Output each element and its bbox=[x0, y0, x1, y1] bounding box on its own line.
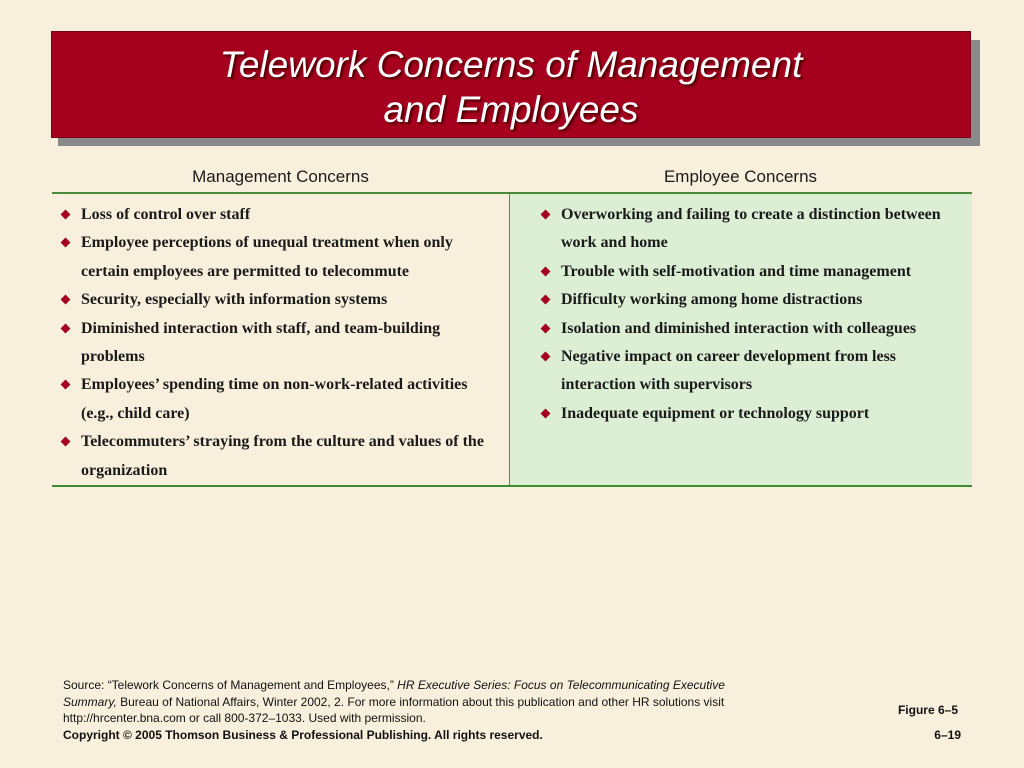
diamond-bullet-icon bbox=[61, 295, 71, 305]
list-item bbox=[60, 371, 500, 428]
diamond-bullet-icon bbox=[61, 437, 71, 447]
diamond-bullet-icon bbox=[61, 323, 71, 333]
list-item bbox=[60, 229, 500, 286]
diamond-bullet-icon bbox=[61, 238, 71, 248]
diamond-bullet-icon bbox=[541, 323, 551, 333]
diamond-bullet-icon bbox=[541, 408, 551, 418]
list-item-text: Employees’ spending time on non-work-related activities (e.g., child care) bbox=[81, 376, 468, 422]
list-item bbox=[60, 201, 500, 229]
diamond-bullet-icon bbox=[541, 266, 551, 276]
list-item-text: Negative impact on career development from less interaction with supervisors bbox=[561, 348, 897, 394]
list-item bbox=[540, 201, 968, 258]
list-item bbox=[540, 258, 968, 286]
diamond-bullet-icon bbox=[61, 210, 71, 220]
list-item bbox=[540, 400, 968, 428]
list-item-text: Difficulty working among home distractions bbox=[561, 291, 863, 309]
slide-title bbox=[52, 42, 970, 132]
source-suffix: Bureau of National Affairs, Winter 2002, 2. For more information about this publication and other HR solutions visit http://hrcenter.bna.com or call 800-372–1033. Used with permission. bbox=[63, 694, 725, 725]
title-banner bbox=[51, 31, 971, 138]
management-concerns-list bbox=[60, 201, 500, 485]
list-item-text: Overworking and failing to create a distinction between work and home bbox=[561, 206, 941, 252]
management-concerns-column bbox=[52, 194, 509, 485]
list-item-text: Inadequate equipment or technology support bbox=[561, 404, 870, 422]
list-item-text: Security, especially with information systems bbox=[81, 291, 388, 309]
list-item bbox=[540, 343, 968, 400]
list-item-text: Loss of control over staff bbox=[81, 206, 251, 223]
employee-concerns-list bbox=[540, 201, 968, 428]
list-item bbox=[60, 428, 500, 485]
diamond-bullet-icon bbox=[541, 352, 551, 362]
employee-concerns-column bbox=[510, 194, 972, 485]
list-item-text: Telecommuters’ straying from the culture and values of the organization bbox=[81, 433, 484, 479]
diamond-bullet-icon bbox=[541, 295, 551, 305]
figure-label: Figure 6–5 bbox=[897, 703, 958, 717]
list-item bbox=[60, 315, 500, 372]
employee-concerns-header: Employee Concerns bbox=[663, 167, 818, 186]
slide-title-line-1: Telework Concerns of Management bbox=[219, 44, 803, 85]
list-item-text: Diminished interaction with staff, and team-building problems bbox=[81, 319, 441, 366]
list-item-text: Isolation and diminished interaction with colleagues bbox=[561, 319, 917, 337]
source-prefix: Source: “Telework Concerns of Management and Employees,” bbox=[63, 678, 398, 692]
page-number: 6–19 bbox=[934, 728, 961, 742]
source-publication-title: HR Executive Series: Focus on Telecommunicating Executive Summary, bbox=[63, 678, 725, 709]
list-item bbox=[540, 286, 968, 314]
management-concerns-header: Management Concerns bbox=[192, 167, 369, 186]
source-citation bbox=[63, 677, 743, 727]
diamond-bullet-icon bbox=[61, 380, 71, 390]
list-item-text: Trouble with self-motivation and time management bbox=[561, 262, 912, 280]
diamond-bullet-icon bbox=[541, 210, 551, 220]
copyright-notice: Copyright © 2005 Thomson Business & Professional Publishing. All rights reserved. bbox=[63, 728, 543, 742]
table-bottom-rule bbox=[52, 485, 972, 487]
list-item-text: Employee perceptions of unequal treatment when only certain employees are permitted to telecommute bbox=[81, 234, 453, 280]
list-item bbox=[540, 315, 968, 343]
list-item bbox=[60, 286, 500, 314]
concerns-table bbox=[52, 160, 972, 488]
slide-title-line-2: and Employees bbox=[383, 89, 639, 130]
